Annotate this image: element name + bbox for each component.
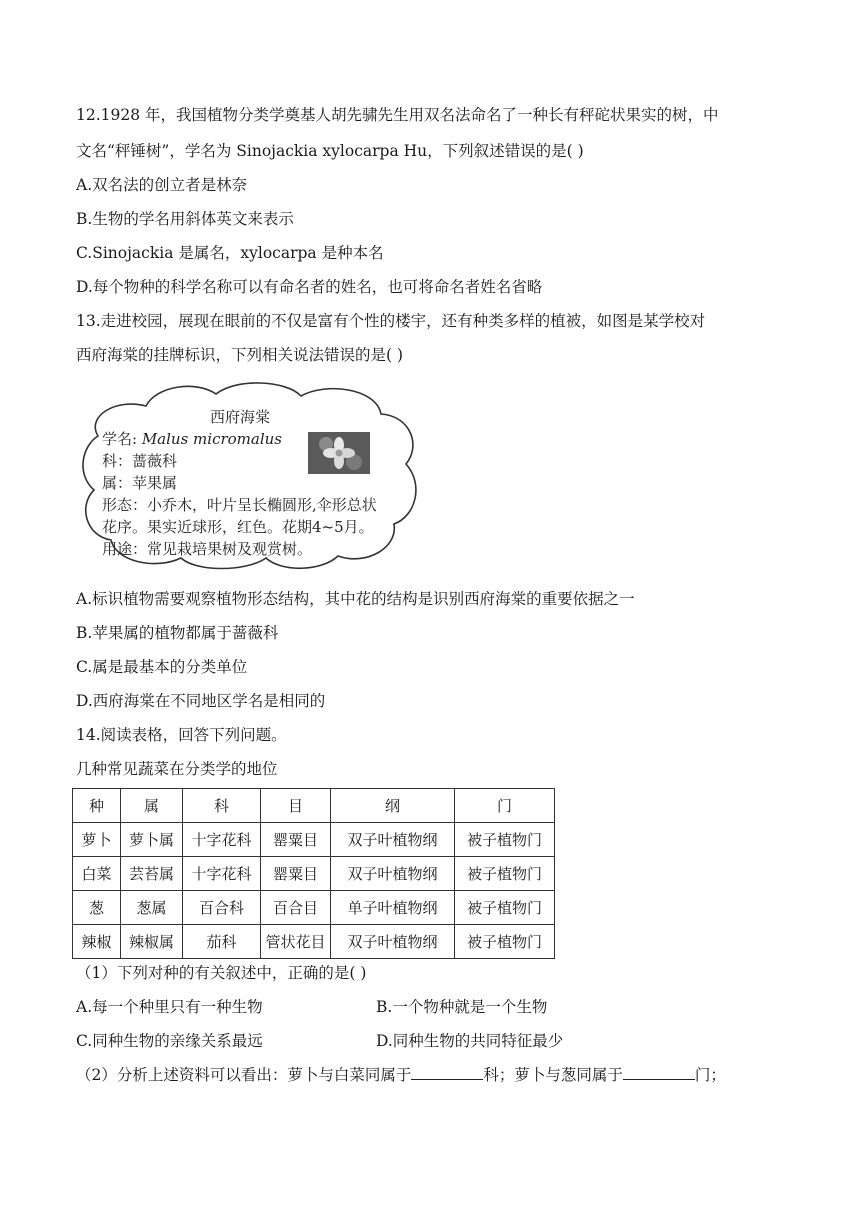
plant-sign-figure [76, 376, 424, 572]
q14-sub1-option-c: C.同种生物的亲缘关系最远 [76, 1032, 263, 1050]
q14-sub1-option-d: D.同种生物的共同特征最少 [376, 1032, 564, 1050]
taxonomy-table [72, 788, 555, 959]
sign-sci-label: 学名: [102, 430, 142, 448]
table-cell: 双子叶植物纲 [331, 925, 455, 959]
sign-form-line2: 花序。果实近球形，红色。花期4~5月。 [102, 518, 374, 536]
table-header-cell: 属 [121, 789, 183, 823]
sign-genus: 属：苹果属 [102, 474, 178, 492]
sign-scientific-name [102, 428, 282, 450]
table-cell: 被子植物门 [455, 857, 555, 891]
table-cell: 被子植物门 [455, 823, 555, 857]
table-cell: 双子叶植物纲 [331, 823, 455, 857]
table-cell: 辣椒 [73, 925, 121, 959]
table-cell: 十字花科 [183, 823, 261, 857]
q13-option-a: A.标识植物需要观察植物形态结构，其中花的结构是识别西府海棠的重要依据之一 [76, 590, 635, 608]
q13-stem-line2: 西府海棠的挂牌标识，下列相关说法错误的是( ) [76, 346, 404, 364]
sign-use: 用途：常见栽培果树及观赏树。 [102, 540, 313, 558]
q12-option-a: A.双名法的创立者是林奈 [76, 176, 248, 194]
table-cell: 罂粟目 [261, 823, 331, 857]
answer-blank-phylum[interactable] [623, 1065, 695, 1080]
table-row [73, 823, 555, 857]
table-cell: 百合科 [183, 891, 261, 925]
table-cell: 罂粟目 [261, 857, 331, 891]
q14-sub2-part1: （2）分析上述资料可以看出：萝卜与白菜同属于 [76, 1066, 412, 1084]
q12-option-c: C.Sinojackia 是属名，xylocarpa 是种本名 [76, 244, 384, 262]
sign-sci-name: Malus micromalus [141, 430, 282, 448]
sign-title: 西府海棠 [210, 408, 271, 426]
table-cell: 被子植物门 [455, 891, 555, 925]
table-cell: 单子叶植物纲 [331, 891, 455, 925]
table-cell: 芸苔属 [121, 857, 183, 891]
q14-sub1-stem: （1）下列对种的有关叙述中，正确的是( ) [76, 964, 367, 982]
q13-option-c: C.属是最基本的分类单位 [76, 658, 248, 676]
table-cell: 葱属 [121, 891, 183, 925]
q12-option-d: D.每个物种的科学名称可以有命名者的姓名，也可将命名者姓名省略 [76, 278, 543, 296]
table-header-cell: 门 [455, 789, 555, 823]
q14-sub2 [76, 1064, 726, 1086]
table-cell: 辣椒属 [121, 925, 183, 959]
q13-stem-line1: 13.走进校园，展现在眼前的不仅是富有个性的楼宇，还有种类多样的植被，如图是某学校对 [76, 312, 706, 330]
table-row [73, 857, 555, 891]
q14-table-title: 几种常见蔬菜在分类学的地位 [76, 760, 278, 778]
table-header-cell: 种 [73, 789, 121, 823]
q14-stem: 14.阅读表格，回答下列问题。 [76, 726, 287, 744]
q14-sub1-option-b: B.一个物种就是一个生物 [376, 998, 548, 1016]
table-header-row [73, 789, 555, 823]
table-header-cell: 目 [261, 789, 331, 823]
q12-stem-line1: 12.1928 年，我国植物分类学奠基人胡先骕先生用双名法命名了一种长有秤砣状果实的树，中 [76, 106, 719, 124]
answer-blank-family[interactable] [411, 1065, 483, 1080]
q12-stem-line2: 文名“秤锤树”，学名为 Sinojackia xylocarpa Hu，下列叙述错误的是( ) [76, 142, 584, 160]
sign-family: 科：蔷薇科 [102, 452, 178, 470]
table-cell: 萝卜属 [121, 823, 183, 857]
table-cell: 葱 [73, 891, 121, 925]
table-header-cell: 科 [183, 789, 261, 823]
q14-sub2-part2: 科；萝卜与葱同属于 [483, 1066, 623, 1084]
table-cell: 被子植物门 [455, 925, 555, 959]
q14-sub2-part3: 门； [694, 1066, 726, 1084]
q14-sub1-option-a: A.每一个种里只有一种生物 [76, 998, 263, 1016]
q13-option-b: B.苹果属的植物都属于蔷薇科 [76, 624, 279, 642]
table-row [73, 925, 555, 959]
table-cell: 萝卜 [73, 823, 121, 857]
flower-photo-icon [308, 432, 370, 474]
q12-option-b: B.生物的学名用斜体英文来表示 [76, 210, 294, 228]
table-cell: 十字花科 [183, 857, 261, 891]
table-cell: 双子叶植物纲 [331, 857, 455, 891]
table-cell: 白菜 [73, 857, 121, 891]
table-header-cell: 纲 [331, 789, 455, 823]
table-cell: 茄科 [183, 925, 261, 959]
q13-option-d: D.西府海棠在不同地区学名是相同的 [76, 692, 326, 710]
table-cell: 百合目 [261, 891, 331, 925]
table-row [73, 891, 555, 925]
sign-form-line1: 形态：小乔木，叶片呈长椭圆形,伞形总状 [102, 496, 377, 514]
table-cell: 管状花目 [261, 925, 331, 959]
